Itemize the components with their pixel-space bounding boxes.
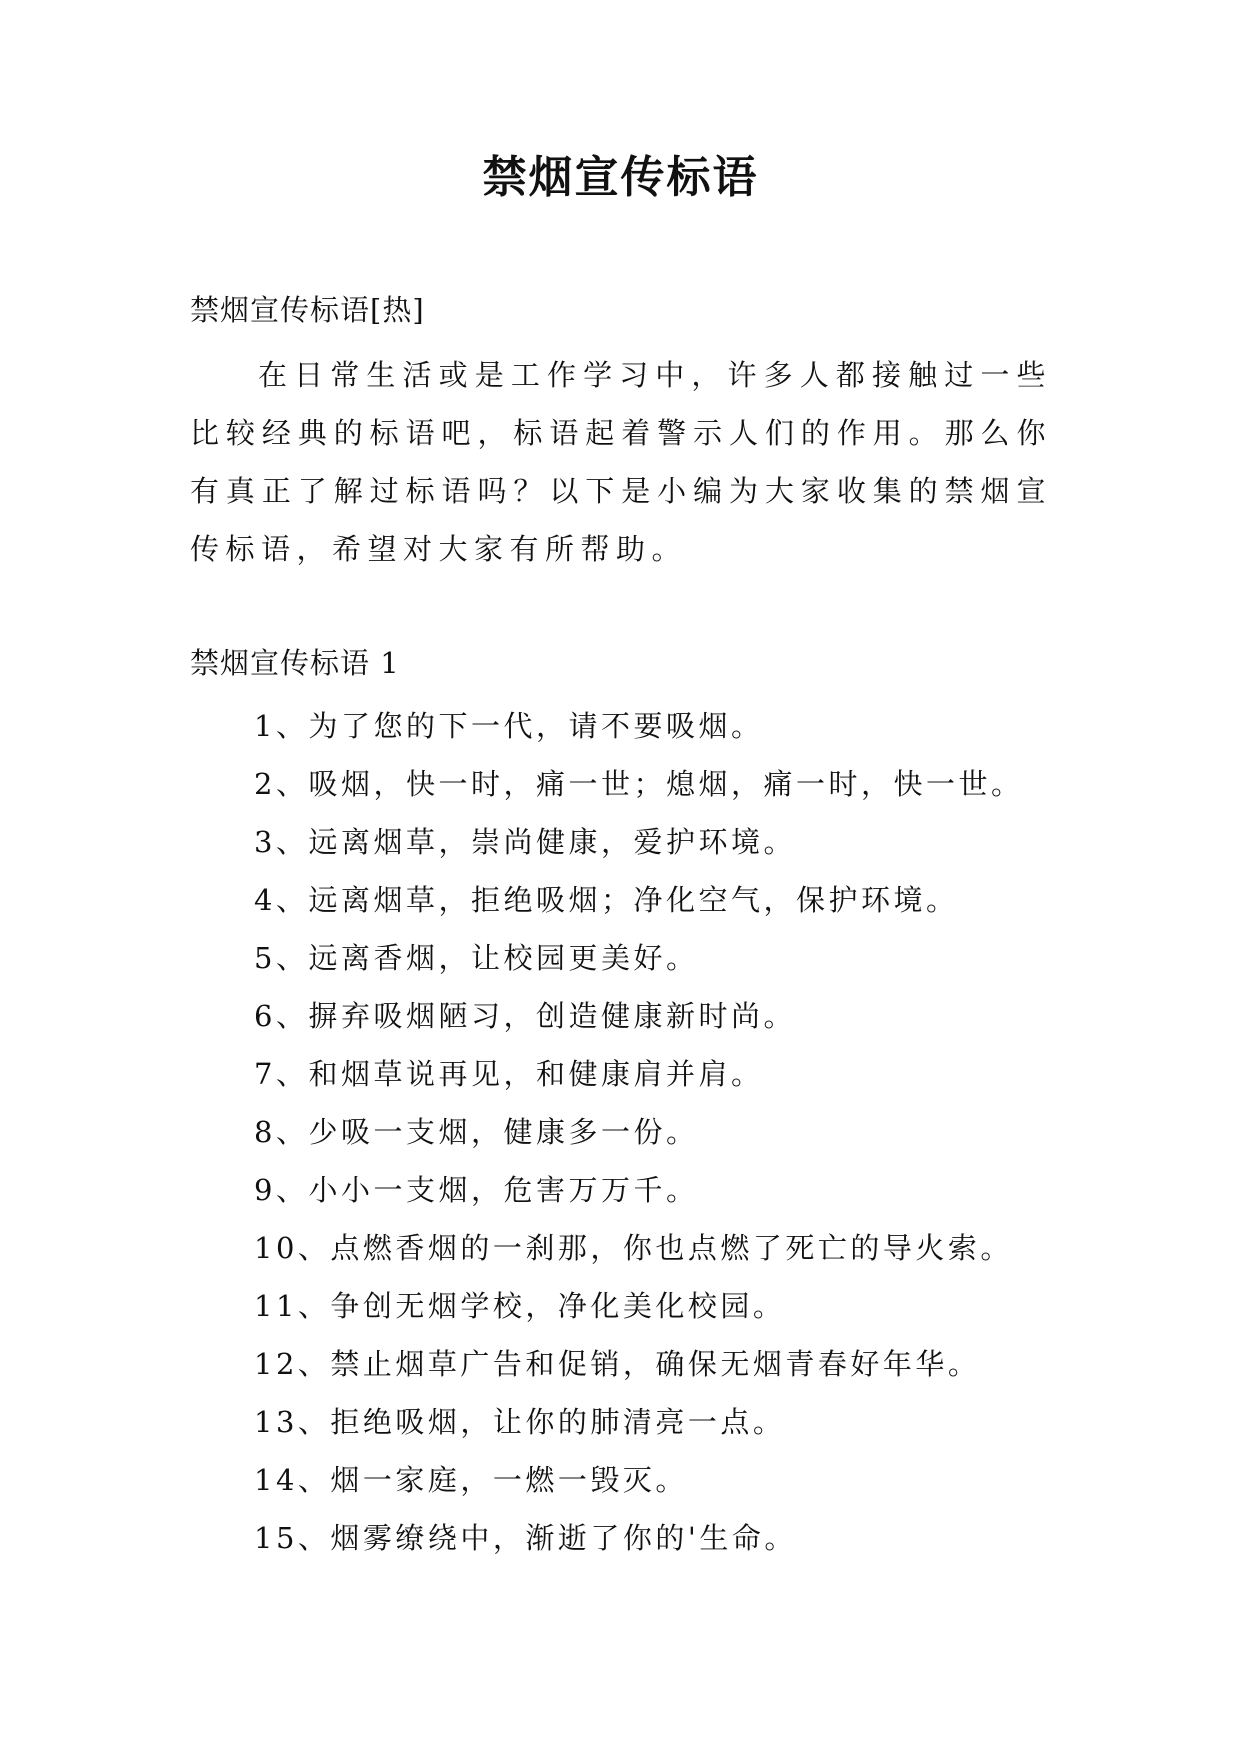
slogan-item: 11、争创无烟学校，净化美化校园。 — [254, 1289, 786, 1323]
slogan-item: 6、摒弃吸烟陋习，创造健康新时尚。 — [254, 999, 796, 1033]
slogan-list — [254, 697, 1023, 1567]
slogan-item: 12、禁止烟草广告和促销，确保无烟青春好年华。 — [254, 1347, 981, 1381]
document-title: 禁烟宣传标语 — [482, 152, 759, 203]
slogan-item: 7、和烟草说再见，和健康肩并肩。 — [254, 1057, 764, 1091]
slogan-item: 4、远离烟草，拒绝吸烟；净化空气，保护环境。 — [254, 883, 959, 917]
slogan-item: 8、少吸一支烟，健康多一份。 — [254, 1115, 699, 1149]
slogan-item: 9、小小一支烟，危害万万千。 — [254, 1173, 699, 1207]
slogan-item: 14、烟一家庭，一燃一毁灭。 — [254, 1463, 688, 1497]
document-subtitle: 禁烟宣传标语[热] — [190, 293, 425, 327]
slogan-item: 15、烟雾缭绕中，渐逝了你的'生命。 — [254, 1521, 797, 1555]
intro-paragraph: 在日常生活或是工作学习中，许多人都接触过一些比较经典的标语吧，标语起着警示人们的作用。那么你有真正了解过标语吗？以下是小编为大家收集的禁烟宣传标语，希望对大家有所帮助。 — [190, 358, 1052, 566]
slogan-item: 1、为了您的下一代，请不要吸烟。 — [254, 709, 764, 743]
slogan-item: 5、远离香烟，让校园更美好。 — [254, 941, 699, 975]
slogan-item: 13、拒绝吸烟，让你的肺清亮一点。 — [254, 1405, 786, 1439]
slogan-item: 10、点燃香烟的一刹那，你也点燃了死亡的导火索。 — [254, 1231, 1013, 1265]
slogan-item: 2、吸烟，快一时，痛一世；熄烟，痛一时，快一世。 — [254, 767, 1024, 801]
section-heading: 禁烟宣传标语 1 — [190, 646, 400, 680]
slogan-item: 3、远离烟草，崇尚健康，爱护环境。 — [254, 825, 796, 859]
